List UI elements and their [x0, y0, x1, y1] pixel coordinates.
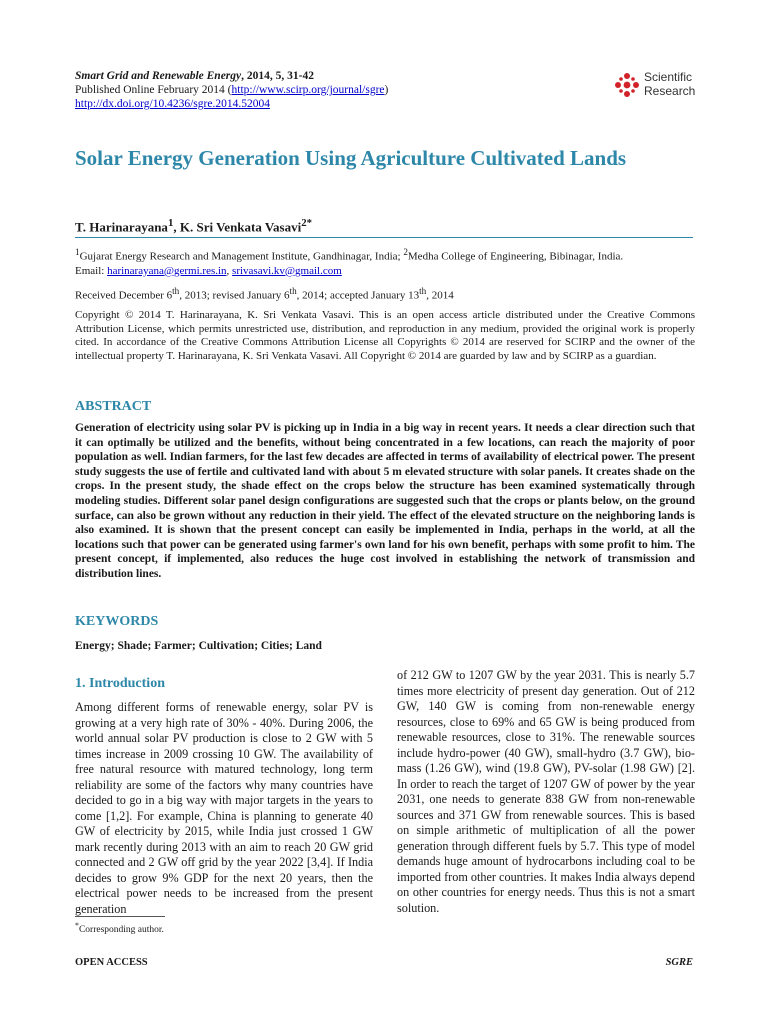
journal-citation: Smart Grid and Renewable Energy, 2014, 5, 31-42	[75, 70, 314, 82]
email-line: Email: harinarayana@germi.res.in, srivasavi.kv@gmail.com	[75, 264, 342, 277]
journal-name: Smart Grid and Renewable Energy	[75, 70, 242, 82]
authors: T. Harinarayana$^1$, K. Sri Venkata Vasavi$^{2*}$	[75, 217, 313, 235]
footer-journal-abbrev: SGRE	[665, 957, 693, 968]
footer-open-access: OPEN ACCESS	[75, 957, 148, 968]
introduction-heading: 1. Introduction	[75, 676, 165, 691]
abstract-text: Generation of electricity using solar PV is picking up in India in a big way in recent years. It needs a clear direction such that it can optimally be utilized and the benefits, without being concentrated in a few locations, can reach the majority of poor population as well. Indian farmers, for the last few decades are affected in terms of availability of electrical power. The present study suggests the use of fertile and cultivated land with about 5 m elevated structure with solar panels. It creates shade on the crops. In the present study, the shade effect on the crops below the structure has been examined systematically through modeling studies. Different solar panel design configurations are suggested such that the crops or plants below, on the ground surface, can also be grown without any reduction in their yield. The effect of the elevated structure on the neighboring lands is also examined. It is shown that the present concept can easily be implemented in India, perhaps in the world, at all the locations such that power can be generated using farmer's own land for his own benefit, perhaps with some profit to him. The present concept, if implemented, also reduces the huge cost involved in establishing the network of transmission and distribution lines.	[75, 422, 695, 580]
keywords-heading: KEYWORDS	[75, 614, 159, 629]
intro-column-left: Among different forms of renewable energy, solar PV is growing at a very high rate of 30% - 40%. During 2006, the world annual solar PV production is close to 2 GW with 5 times increase in 2009 crossing 10 GW. The availability of free natural resource with matured technology, long term reliability are some of the factors why many countries have decided to go in a big way with major targets in the years to come [1,2]. For example, China is planning to generate 40 GW of electricity by 2015, while India just crossed 1 GW mark recently during 2013 with an aim to reach 20 GW grid connected and 2 GW off grid by the year 2022 [3,4]. If India decides to grow 9% GDP for the next 20 years, then the electrical power needs to be increased from the present generation	[75, 700, 373, 916]
journal-header	[75, 69, 388, 111]
footnote: *Corresponding author.	[75, 921, 164, 936]
doi-link[interactable]: http://dx.doi.org/10.4236/sgre.2014.52004	[75, 98, 270, 110]
copyright-notice: Copyright © 2014 T. Harinarayana, K. Sri Venkata Vasavi. This is an open access article distributed under the Creative Commons Attribution License, which permits unrestricted use, distribution, and reproduction in any medium, provided the original work is properly cited. In accordance of the Creative Commons Attribution License all Copyrights © 2014 are reserved for SCIRP and the owner of the intellectual property T. Harinarayana, K. Sri Venkata Vasavi. All Copyright © 2014 are guarded by law and by SCIRP as a guardian.	[75, 309, 695, 362]
affiliations: $^1$Gujarat Energy Research and Management Institute, Gandhinagar, India; $^2$Medha College of Engineering, Bibinagar, India. Email: harinarayana@germi.res.in, srivasavi.kv@gmail.com	[75, 245, 695, 278]
received-dates: Received December 6th, 2013; revised January 6th, 2014; accepted January 13th, 2014	[75, 286, 454, 302]
journal-link[interactable]: http://www.scirp.org/journal/sgre	[231, 84, 385, 96]
author-2: K. Sri Venkata Vasavi	[179, 219, 302, 235]
publication-line: Published Online February 2014 (http://www.scirp.org/journal/sgre)	[75, 84, 389, 96]
author-1: T. Harinarayana	[75, 219, 168, 235]
intro-column-right: of 212 GW to 1207 GW by the year 2031. This is nearly 5.7 times more electricity of present day generation. Out of 212 GW, 140 GW is coming from non-renewable energy resources, close to 69% and 65 GW is being produced from renewable resources, close to 31%. The renewable sources include hydro-power (40 GW), small-hydro (3.7 GW), bio-mass (1.26 GW), wind (19.8 GW), PV-solar (1.98 GW) [2]. In order to reach the target of 1207 GW of power by the year 2031, one needs to generate 838 GW from non-renewable sources and 371 GW from renewable sources. This is based on simple arithmetic of multiplication of all the power generation through different fuels by 5.7. This type of model demands huge amount of hydrocarbons including coal to be imported from other countries. It makes India always depend on other countries for energy needs. Thus this is not a smart solution.	[397, 668, 695, 915]
scientific-research-logo-icon	[614, 72, 640, 98]
keywords-text: Energy; Shade; Farmer; Cultivation; Cities; Land	[75, 640, 322, 652]
email-link-2[interactable]: srivasavi.kv@gmail.com	[232, 264, 342, 277]
footnote-divider	[75, 916, 165, 917]
abstract-heading: ABSTRACT	[75, 399, 152, 414]
publisher-name: Scientific Research	[644, 70, 696, 98]
publisher-logo	[614, 71, 704, 101]
email-link-1[interactable]: harinarayana@germi.res.in	[107, 264, 227, 277]
title-divider	[75, 237, 693, 238]
paper-title: Solar Energy Generation Using Agriculture Cultivated Lands	[75, 146, 627, 170]
